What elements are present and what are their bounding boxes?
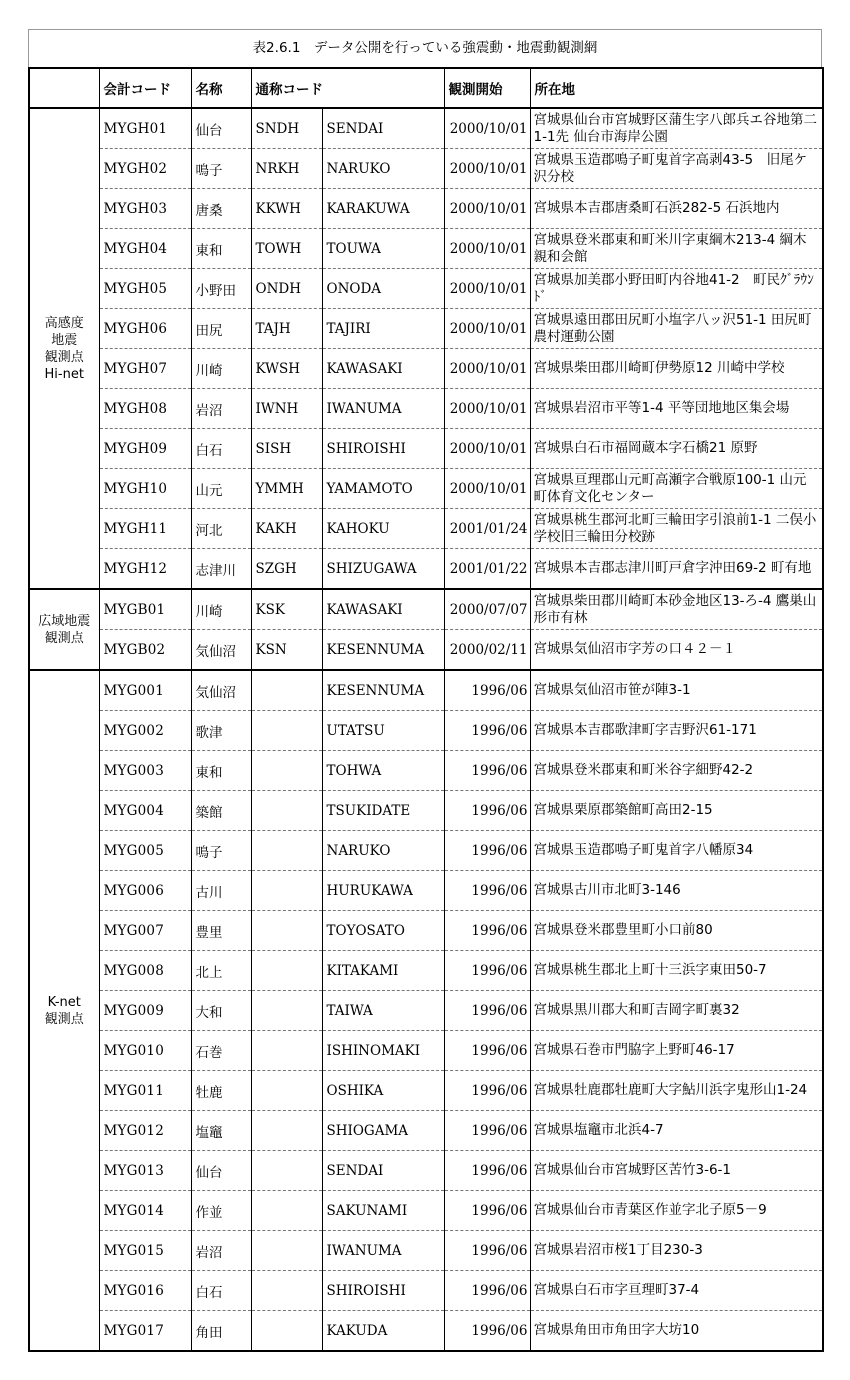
location-cell: 宮城県柴田郡川崎町本砂金地区13-ろ-4 鷹巣山形市有林 xyxy=(530,589,823,630)
romaji-name-cell: KAWASAKI xyxy=(322,589,444,630)
start-date-cell: 2001/01/22 xyxy=(444,549,530,590)
common-code-cell: KSN xyxy=(251,630,322,671)
group-label-line: 観測点 xyxy=(44,630,84,646)
location-cell: 宮城県石巻市門脇字上野町46-17 xyxy=(530,1031,823,1071)
romaji-name-cell: KITAKAMI xyxy=(322,951,444,991)
romaji-name-cell: TOUWA xyxy=(322,229,444,269)
romaji-name-cell: SENDAI xyxy=(322,108,444,149)
romaji-name-cell: TAJIRI xyxy=(322,309,444,349)
start-date-cell: 1996/06 xyxy=(444,1271,530,1311)
romaji-name-cell: IWANUMA xyxy=(322,389,444,429)
location-cell: 宮城県登米郡東和町米谷字細野42-2 xyxy=(530,751,823,791)
account-code-cell: MYGH06 xyxy=(99,309,191,349)
start-date-cell: 1996/06 xyxy=(444,1151,530,1191)
table-row xyxy=(29,509,823,549)
common-code-cell xyxy=(251,831,322,871)
station-name-cell: 川崎 xyxy=(191,349,251,389)
location-cell: 宮城県登米郡東和町米川字東綱木213-4 綱木親和会館 xyxy=(530,229,823,269)
start-date-cell: 1996/06 xyxy=(444,1311,530,1352)
romaji-name-cell: NARUKO xyxy=(322,149,444,189)
account-code-cell: MYG006 xyxy=(99,871,191,911)
start-date-cell: 2001/01/24 xyxy=(444,509,530,549)
station-name-cell: 仙台 xyxy=(191,108,251,149)
common-code-cell: TAJH xyxy=(251,309,322,349)
start-date-cell: 1996/06 xyxy=(444,1231,530,1271)
location-cell: 宮城県仙台市宮城野区苦竹3-6-1 xyxy=(530,1151,823,1191)
account-code-cell: MYG013 xyxy=(99,1151,191,1191)
table-row xyxy=(29,831,823,871)
location-cell: 宮城県角田市角田字大坊10 xyxy=(530,1311,823,1352)
table-row xyxy=(29,1191,823,1231)
table-row xyxy=(29,751,823,791)
common-code-cell: ONDH xyxy=(251,269,322,309)
station-name-cell: 白石 xyxy=(191,1271,251,1311)
name-header: 名称 xyxy=(191,68,251,108)
location-cell: 宮城県白石市字亘理町37-4 xyxy=(530,1271,823,1311)
romaji-name-cell: ISHINOMAKI xyxy=(322,1031,444,1071)
common-code-cell xyxy=(251,791,322,831)
group-label xyxy=(29,670,99,1351)
romaji-name-cell: TSUKIDATE xyxy=(322,791,444,831)
account-code-cell: MYGH11 xyxy=(99,509,191,549)
common-code-cell: SZGH xyxy=(251,549,322,590)
location-cell: 宮城県岩沼市桜1丁目230-3 xyxy=(530,1231,823,1271)
romaji-name-cell: SENDAI xyxy=(322,1151,444,1191)
account-code-cell: MYG010 xyxy=(99,1031,191,1071)
start-date-cell: 2000/10/01 xyxy=(444,229,530,269)
start-date-cell: 1996/06 xyxy=(444,1071,530,1111)
account-code-cell: MYGB01 xyxy=(99,589,191,630)
common-code-cell: SISH xyxy=(251,429,322,469)
common-code-cell: IWNH xyxy=(251,389,322,429)
table-row xyxy=(29,1031,823,1071)
start-date-cell: 1996/06 xyxy=(444,670,530,711)
station-name-cell: 岩沼 xyxy=(191,389,251,429)
account-code-cell: MYG008 xyxy=(99,951,191,991)
common-code-header: 通称コード xyxy=(251,68,444,108)
table-row xyxy=(29,1311,823,1352)
table-row xyxy=(29,1071,823,1111)
account-code-cell: MYGH01 xyxy=(99,108,191,149)
station-name-cell: 鳴子 xyxy=(191,831,251,871)
common-code-cell xyxy=(251,911,322,951)
start-date-cell: 1996/06 xyxy=(444,1191,530,1231)
table-row xyxy=(29,589,823,630)
group-label-line: 観測点 xyxy=(44,1011,84,1027)
station-name-cell: 石巻 xyxy=(191,1031,251,1071)
station-name-cell: 山元 xyxy=(191,469,251,509)
location-cell: 宮城県桃生郡北上町十三浜字東田50-7 xyxy=(530,951,823,991)
table-row xyxy=(29,951,823,991)
table-row xyxy=(29,429,823,469)
start-date-cell: 1996/06 xyxy=(444,1031,530,1071)
common-code-cell xyxy=(251,951,322,991)
station-name-cell: 塩竈 xyxy=(191,1111,251,1151)
account-code-cell: MYGH10 xyxy=(99,469,191,509)
start-date-cell: 1996/06 xyxy=(444,711,530,751)
station-name-cell: 鳴子 xyxy=(191,149,251,189)
station-name-cell: 気仙沼 xyxy=(191,630,251,671)
romaji-name-cell: ONODA xyxy=(322,269,444,309)
common-code-cell xyxy=(251,1191,322,1231)
location-cell: 宮城県柴田郡川崎町伊勢原12 川崎中学校 xyxy=(530,349,823,389)
group-header xyxy=(29,68,99,108)
location-cell: 宮城県亘理郡山元町高瀬字合戦原100-1 山元町体育文化センター xyxy=(530,469,823,509)
account-code-cell: MYGH02 xyxy=(99,149,191,189)
table-row xyxy=(29,189,823,229)
station-name-cell: 仙台 xyxy=(191,1151,251,1191)
common-code-cell xyxy=(251,871,322,911)
start-date-cell: 1996/06 xyxy=(444,991,530,1031)
common-code-cell xyxy=(251,1311,322,1352)
table-row xyxy=(29,149,823,189)
table-row xyxy=(29,711,823,751)
location-cell: 宮城県白石市福岡蔵本字石橋21 原野 xyxy=(530,429,823,469)
account-code-cell: MYG007 xyxy=(99,911,191,951)
station-name-cell: 唐桑 xyxy=(191,189,251,229)
location-header: 所在地 xyxy=(530,68,823,108)
start-date-cell: 1996/06 xyxy=(444,951,530,991)
account-code-cell: MYG009 xyxy=(99,991,191,1031)
table-row xyxy=(29,229,823,269)
station-name-cell: 田尻 xyxy=(191,309,251,349)
romaji-name-cell: TAIWA xyxy=(322,991,444,1031)
station-name-cell: 築館 xyxy=(191,791,251,831)
station-name-cell: 東和 xyxy=(191,751,251,791)
start-date-cell: 2000/10/01 xyxy=(444,349,530,389)
romaji-name-cell: UTATSU xyxy=(322,711,444,751)
account-code-cell: MYGH07 xyxy=(99,349,191,389)
group-label-line: 高感度 xyxy=(44,315,84,331)
common-code-cell xyxy=(251,991,322,1031)
romaji-name-cell: NARUKO xyxy=(322,831,444,871)
table-row xyxy=(29,1151,823,1191)
station-name-cell: 白石 xyxy=(191,429,251,469)
romaji-name-cell: SHIROISHI xyxy=(322,1271,444,1311)
station-name-cell: 豊里 xyxy=(191,911,251,951)
station-name-cell: 志津川 xyxy=(191,549,251,590)
station-name-cell: 牡鹿 xyxy=(191,1071,251,1111)
start-date-cell: 2000/02/11 xyxy=(444,630,530,671)
common-code-cell xyxy=(251,711,322,751)
account-code-cell: MYG012 xyxy=(99,1111,191,1151)
location-cell: 宮城県気仙沼市字芳の口４２－１ xyxy=(530,630,823,671)
common-code-cell xyxy=(251,670,322,711)
romaji-name-cell: TOHWA xyxy=(322,751,444,791)
location-cell: 宮城県仙台市宮城野区蒲生字八郎兵エ谷地第二1-1先 仙台市海岸公園 xyxy=(530,108,823,149)
table-row xyxy=(29,549,823,590)
romaji-name-cell: KESENNUMA xyxy=(322,670,444,711)
account-code-cell: MYGH12 xyxy=(99,549,191,590)
station-name-cell: 岩沼 xyxy=(191,1231,251,1271)
account-code-header: 会計コード xyxy=(99,68,191,108)
account-code-cell: MYGH03 xyxy=(99,189,191,229)
common-code-cell: NRKH xyxy=(251,149,322,189)
romaji-name-cell: OSHIKA xyxy=(322,1071,444,1111)
table-row xyxy=(29,791,823,831)
location-cell: 宮城県仙台市青葉区作並字北子原5－9 xyxy=(530,1191,823,1231)
location-cell: 宮城県桃生郡河北町三輪田字引浪前1-1 二俣小学校旧三輪田分校跡 xyxy=(530,509,823,549)
observation-network-table xyxy=(28,67,824,1352)
group-label xyxy=(29,108,99,589)
location-cell: 宮城県本吉郡志津川町戸倉字沖田69-2 町有地 xyxy=(530,549,823,590)
start-header: 観測開始 xyxy=(444,68,530,108)
account-code-cell: MYG011 xyxy=(99,1071,191,1111)
romaji-name-cell: IWANUMA xyxy=(322,1231,444,1271)
romaji-name-cell: KAWASAKI xyxy=(322,349,444,389)
table-row xyxy=(29,389,823,429)
station-name-cell: 東和 xyxy=(191,229,251,269)
account-code-cell: MYGH09 xyxy=(99,429,191,469)
start-date-cell: 1996/06 xyxy=(444,871,530,911)
romaji-name-cell: KESENNUMA xyxy=(322,630,444,671)
romaji-name-cell: SHIZUGAWA xyxy=(322,549,444,590)
start-date-cell: 1996/06 xyxy=(444,911,530,951)
common-code-cell: KWSH xyxy=(251,349,322,389)
start-date-cell: 2000/10/01 xyxy=(444,389,530,429)
table-body xyxy=(29,108,823,1351)
location-cell: 宮城県遠田郡田尻町小塩字八ッ沢51-1 田尻町農村運動公園 xyxy=(530,309,823,349)
table-row xyxy=(29,1271,823,1311)
start-date-cell: 2000/10/01 xyxy=(444,149,530,189)
table-row xyxy=(29,670,823,711)
common-code-cell xyxy=(251,1231,322,1271)
location-cell: 宮城県栗原郡築館町高田2-15 xyxy=(530,791,823,831)
romaji-name-cell: YAMAMOTO xyxy=(322,469,444,509)
start-date-cell: 2000/10/01 xyxy=(444,269,530,309)
table-row xyxy=(29,309,823,349)
station-name-cell: 川崎 xyxy=(191,589,251,630)
account-code-cell: MYGH05 xyxy=(99,269,191,309)
common-code-cell: KAKH xyxy=(251,509,322,549)
station-name-cell: 小野田 xyxy=(191,269,251,309)
start-date-cell: 2000/10/01 xyxy=(444,429,530,469)
group-label-line: 地震 xyxy=(51,332,78,348)
romaji-name-cell: KAHOKU xyxy=(322,509,444,549)
location-cell: 宮城県玉造郡鳴子町鬼首字八幡原34 xyxy=(530,831,823,871)
group-label-line: K-net xyxy=(47,994,81,1010)
location-cell: 宮城県本吉郡歌津町字吉野沢61-171 xyxy=(530,711,823,751)
group-label-line: 観測点 xyxy=(44,349,84,365)
station-name-cell: 歌津 xyxy=(191,711,251,751)
table-row xyxy=(29,911,823,951)
common-code-cell: SNDH xyxy=(251,108,322,149)
common-code-cell: KSK xyxy=(251,589,322,630)
station-name-cell: 角田 xyxy=(191,1311,251,1352)
account-code-cell: MYG004 xyxy=(99,791,191,831)
common-code-cell xyxy=(251,751,322,791)
start-date-cell: 2000/07/07 xyxy=(444,589,530,630)
common-code-cell: TOWH xyxy=(251,229,322,269)
start-date-cell: 1996/06 xyxy=(444,791,530,831)
location-cell: 宮城県玉造郡鳴子町鬼首字高剥43-5 旧尾ケ沢分校 xyxy=(530,149,823,189)
table-row xyxy=(29,269,823,309)
table-row xyxy=(29,871,823,911)
common-code-cell xyxy=(251,1151,322,1191)
station-name-cell: 大和 xyxy=(191,991,251,1031)
common-code-cell xyxy=(251,1071,322,1111)
romaji-name-cell: SAKUNAMI xyxy=(322,1191,444,1231)
group-label-line: Hi-net xyxy=(44,366,84,382)
table-row xyxy=(29,1111,823,1151)
start-date-cell: 2000/10/01 xyxy=(444,469,530,509)
romaji-name-cell: SHIROISHI xyxy=(322,429,444,469)
station-name-cell: 気仙沼 xyxy=(191,670,251,711)
start-date-cell: 2000/10/01 xyxy=(444,108,530,149)
account-code-cell: MYG003 xyxy=(99,751,191,791)
group-label xyxy=(29,589,99,670)
account-code-cell: MYGH08 xyxy=(99,389,191,429)
common-code-cell xyxy=(251,1271,322,1311)
table-row xyxy=(29,349,823,389)
romaji-name-cell: KARAKUWA xyxy=(322,189,444,229)
location-cell: 宮城県黒川郡大和町吉岡字町裏32 xyxy=(530,991,823,1031)
account-code-cell: MYG001 xyxy=(99,670,191,711)
location-cell: 宮城県塩竈市北浜4-7 xyxy=(530,1111,823,1151)
account-code-cell: MYG015 xyxy=(99,1231,191,1271)
location-cell: 宮城県牡鹿郡牡鹿町大字鮎川浜字鬼形山1-24 xyxy=(530,1071,823,1111)
account-code-cell: MYGH04 xyxy=(99,229,191,269)
romaji-name-cell: HURUKAWA xyxy=(322,871,444,911)
common-code-cell: YMMH xyxy=(251,469,322,509)
romaji-name-cell: KAKUDA xyxy=(322,1311,444,1352)
location-cell: 宮城県登米郡豊里町小口前80 xyxy=(530,911,823,951)
location-cell: 宮城県気仙沼市笹が陣3-1 xyxy=(530,670,823,711)
document-sheet xyxy=(28,29,822,1352)
station-name-cell: 作並 xyxy=(191,1191,251,1231)
common-code-cell xyxy=(251,1031,322,1071)
romaji-name-cell: TOYOSATO xyxy=(322,911,444,951)
table-row xyxy=(29,108,823,149)
station-name-cell: 河北 xyxy=(191,509,251,549)
table-row xyxy=(29,1231,823,1271)
start-date-cell: 2000/10/01 xyxy=(444,309,530,349)
header-row xyxy=(29,68,823,108)
station-name-cell: 古川 xyxy=(191,871,251,911)
account-code-cell: MYG017 xyxy=(99,1311,191,1352)
table-row xyxy=(29,991,823,1031)
start-date-cell: 2000/10/01 xyxy=(444,189,530,229)
start-date-cell: 1996/06 xyxy=(444,1111,530,1151)
romaji-name-cell: SHIOGAMA xyxy=(322,1111,444,1151)
account-code-cell: MYG002 xyxy=(99,711,191,751)
location-cell: 宮城県古川市北町3-146 xyxy=(530,871,823,911)
common-code-cell: KKWH xyxy=(251,189,322,229)
location-cell: 宮城県加美郡小野田町内谷地41-2 町民ｸﾞﾗｳﾝﾄﾞ xyxy=(530,269,823,309)
table-caption: 表2.6.1 データ公開を行っている強震動・地震動観測網 xyxy=(28,29,822,67)
account-code-cell: MYG014 xyxy=(99,1191,191,1231)
station-name-cell: 北上 xyxy=(191,951,251,991)
start-date-cell: 1996/06 xyxy=(444,831,530,871)
account-code-cell: MYG005 xyxy=(99,831,191,871)
table-row xyxy=(29,630,823,671)
table-row xyxy=(29,469,823,509)
location-cell: 宮城県本吉郡唐桑町石浜282-5 石浜地内 xyxy=(530,189,823,229)
start-date-cell: 1996/06 xyxy=(444,751,530,791)
common-code-cell xyxy=(251,1111,322,1151)
group-label-line: 広域地震 xyxy=(38,613,91,629)
account-code-cell: MYGB02 xyxy=(99,630,191,671)
account-code-cell: MYG016 xyxy=(99,1271,191,1311)
location-cell: 宮城県岩沼市平等1-4 平等団地地区集会場 xyxy=(530,389,823,429)
